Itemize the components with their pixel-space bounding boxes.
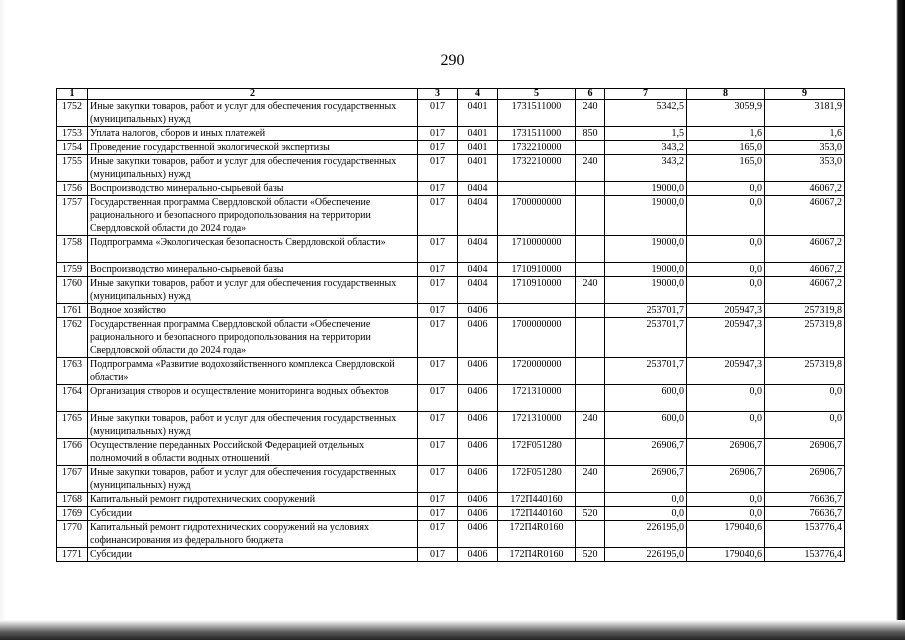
table-row — [57, 493, 845, 507]
table-row — [57, 100, 845, 127]
ministry-code: 017 — [418, 182, 458, 196]
amount-year-1: 0,0 — [605, 507, 687, 521]
row-name: Иные закупки товаров, работ и услуг для обеспечения государственных (муниципальных) нужд — [88, 277, 418, 304]
section-code: 0406 — [458, 521, 498, 548]
amount-year-2: 1,6 — [687, 127, 765, 141]
target-article-code — [498, 182, 576, 196]
amount-year-1: 600,0 — [605, 412, 687, 439]
expense-type-code: 240 — [576, 466, 605, 493]
amount-year-2: 0,0 — [687, 493, 765, 507]
section-code: 0406 — [458, 507, 498, 521]
amount-year-3: 353,0 — [765, 141, 845, 155]
page-number: 290 — [440, 52, 465, 69]
ministry-code: 017 — [418, 358, 458, 385]
table-row — [57, 155, 845, 182]
expense-type-code — [576, 318, 605, 358]
target-article-code: 1732210000 — [498, 155, 576, 182]
row-number: 1754 — [57, 141, 88, 155]
row-name: Государственная программа Свердловской области «Обеспечение рационального и безопасного природопользования на территории Свердловской области до 2024 года» — [88, 196, 418, 236]
row-name: Капитальный ремонт гидротехнических сооружений на условиях софинансирования из федерального бюджета — [88, 521, 418, 548]
section-code: 0404 — [458, 277, 498, 304]
target-article-code: 172П4R0160 — [498, 521, 576, 548]
row-name: Осуществление переданных Российской Федерацией отдельных полномочий в области водных отношений — [88, 439, 418, 466]
amount-year-2: 0,0 — [687, 263, 765, 277]
table-row — [57, 439, 845, 466]
ministry-code: 017 — [418, 304, 458, 318]
table-row — [57, 263, 845, 277]
ministry-code: 017 — [418, 263, 458, 277]
section-code: 0401 — [458, 155, 498, 182]
amount-year-1: 19000,0 — [605, 196, 687, 236]
ministry-code: 017 — [418, 155, 458, 182]
amount-year-3: 257319,8 — [765, 358, 845, 385]
amount-year-2: 3059,9 — [687, 100, 765, 127]
amount-year-1: 226195,0 — [605, 521, 687, 548]
column-header: 3 — [418, 89, 458, 100]
expense-type-code — [576, 196, 605, 236]
row-number: 1755 — [57, 155, 88, 182]
amount-year-2: 205947,3 — [687, 304, 765, 318]
column-header: 2 — [88, 89, 418, 100]
section-code: 0406 — [458, 385, 498, 412]
amount-year-2: 26906,7 — [687, 439, 765, 466]
row-name: Водное хозяйство — [88, 304, 418, 318]
section-code: 0406 — [458, 466, 498, 493]
table-row — [57, 358, 845, 385]
amount-year-3: 0,0 — [765, 385, 845, 412]
target-article-code: 1710000000 — [498, 236, 576, 263]
target-article-code — [498, 304, 576, 318]
table-row — [57, 412, 845, 439]
target-article-code: 172F051280 — [498, 439, 576, 466]
amount-year-3: 0,0 — [765, 412, 845, 439]
table-row — [57, 182, 845, 196]
amount-year-3: 46067,2 — [765, 182, 845, 196]
target-article-code: 1710910000 — [498, 263, 576, 277]
row-name: Воспроизводство минерально-сырьевой базы — [88, 182, 418, 196]
ministry-code: 017 — [418, 412, 458, 439]
amount-year-2: 179040,6 — [687, 521, 765, 548]
row-number: 1769 — [57, 507, 88, 521]
amount-year-3: 46067,2 — [765, 263, 845, 277]
ministry-code: 017 — [418, 385, 458, 412]
expense-type-code: 240 — [576, 100, 605, 127]
ministry-code: 017 — [418, 466, 458, 493]
row-number: 1763 — [57, 358, 88, 385]
amount-year-3: 257319,8 — [765, 318, 845, 358]
amount-year-2: 0,0 — [687, 277, 765, 304]
row-name: Подпрограмма «Развитие водохозяйственного комплекса Свердловской области» — [88, 358, 418, 385]
column-header: 4 — [458, 89, 498, 100]
amount-year-1: 19000,0 — [605, 236, 687, 263]
ministry-code: 017 — [418, 548, 458, 562]
amount-year-2: 205947,3 — [687, 358, 765, 385]
row-number: 1760 — [57, 277, 88, 304]
amount-year-3: 76636,7 — [765, 507, 845, 521]
expense-type-code: 850 — [576, 127, 605, 141]
section-code: 0406 — [458, 304, 498, 318]
row-name: Иные закупки товаров, работ и услуг для обеспечения государственных (муниципальных) нужд — [88, 155, 418, 182]
row-number: 1757 — [57, 196, 88, 236]
ministry-code: 017 — [418, 141, 458, 155]
table-row — [57, 141, 845, 155]
expense-type-code: 520 — [576, 548, 605, 562]
table-row — [57, 127, 845, 141]
row-number: 1762 — [57, 318, 88, 358]
amount-year-1: 253701,7 — [605, 318, 687, 358]
section-code: 0406 — [458, 358, 498, 385]
budget-table — [56, 88, 845, 562]
expense-type-code — [576, 385, 605, 412]
column-header: 9 — [765, 89, 845, 100]
column-header: 1 — [57, 89, 88, 100]
section-code: 0406 — [458, 493, 498, 507]
ministry-code: 017 — [418, 196, 458, 236]
table-row — [57, 304, 845, 318]
expense-type-code — [576, 236, 605, 263]
amount-year-2: 165,0 — [687, 141, 765, 155]
amount-year-1: 343,2 — [605, 141, 687, 155]
target-article-code: 172П4R0160 — [498, 548, 576, 562]
table-row — [57, 318, 845, 358]
row-name: Иные закупки товаров, работ и услуг для обеспечения государственных (муниципальных) нужд — [88, 412, 418, 439]
amount-year-1: 253701,7 — [605, 358, 687, 385]
expense-type-code — [576, 521, 605, 548]
amount-year-1: 19000,0 — [605, 277, 687, 304]
ministry-code: 017 — [418, 127, 458, 141]
column-header: 8 — [687, 89, 765, 100]
row-name: Иные закупки товаров, работ и услуг для обеспечения государственных (муниципальных) нужд — [88, 466, 418, 493]
row-number: 1752 — [57, 100, 88, 127]
amount-year-1: 19000,0 — [605, 182, 687, 196]
amount-year-3: 353,0 — [765, 155, 845, 182]
expense-type-code: 520 — [576, 507, 605, 521]
section-code: 0404 — [458, 196, 498, 236]
amount-year-1: 26906,7 — [605, 466, 687, 493]
column-header: 6 — [576, 89, 605, 100]
amount-year-2: 26906,7 — [687, 466, 765, 493]
amount-year-3: 46067,2 — [765, 196, 845, 236]
amount-year-3: 76636,7 — [765, 493, 845, 507]
table-row — [57, 548, 845, 562]
section-code: 0401 — [458, 141, 498, 155]
amount-year-3: 1,6 — [765, 127, 845, 141]
row-number: 1770 — [57, 521, 88, 548]
amount-year-2: 205947,3 — [687, 318, 765, 358]
table-row — [57, 236, 845, 263]
table-row — [57, 277, 845, 304]
ministry-code: 017 — [418, 439, 458, 466]
amount-year-3: 257319,8 — [765, 304, 845, 318]
row-number: 1765 — [57, 412, 88, 439]
row-number: 1766 — [57, 439, 88, 466]
amount-year-1: 343,2 — [605, 155, 687, 182]
amount-year-2: 0,0 — [687, 182, 765, 196]
row-name: Субсидии — [88, 548, 418, 562]
column-header: 5 — [498, 89, 576, 100]
amount-year-1: 1,5 — [605, 127, 687, 141]
amount-year-1: 226195,0 — [605, 548, 687, 562]
target-article-code: 172П440160 — [498, 507, 576, 521]
amount-year-2: 0,0 — [687, 412, 765, 439]
table-body — [57, 100, 845, 562]
row-name: Капитальный ремонт гидротехнических сооружений — [88, 493, 418, 507]
target-article-code: 1732210000 — [498, 141, 576, 155]
row-name: Государственная программа Свердловской области «Обеспечение рационального и безопасного природопользования на территории Свердловской области до 2024 года» — [88, 318, 418, 358]
target-article-code: 172П440160 — [498, 493, 576, 507]
amount-year-2: 165,0 — [687, 155, 765, 182]
expense-type-code — [576, 439, 605, 466]
row-name: Уплата налогов, сборов и иных платежей — [88, 127, 418, 141]
amount-year-1: 5342,5 — [605, 100, 687, 127]
ministry-code: 017 — [418, 493, 458, 507]
ministry-code: 017 — [418, 277, 458, 304]
table-row — [57, 196, 845, 236]
amount-year-2: 0,0 — [687, 236, 765, 263]
target-article-code: 172F051280 — [498, 466, 576, 493]
ministry-code: 017 — [418, 318, 458, 358]
section-code: 0404 — [458, 236, 498, 263]
ministry-code: 017 — [418, 100, 458, 127]
amount-year-2: 179040,6 — [687, 548, 765, 562]
section-code: 0406 — [458, 318, 498, 358]
amount-year-3: 26906,7 — [765, 439, 845, 466]
amount-year-3: 46067,2 — [765, 277, 845, 304]
amount-year-3: 153776,4 — [765, 548, 845, 562]
expense-type-code — [576, 141, 605, 155]
section-code: 0406 — [458, 548, 498, 562]
target-article-code: 1710910000 — [498, 277, 576, 304]
amount-year-3: 46067,2 — [765, 236, 845, 263]
column-header: 7 — [605, 89, 687, 100]
row-name: Субсидии — [88, 507, 418, 521]
row-name: Подпрограмма «Экологическая безопасность Свердловской области» — [88, 236, 418, 263]
expense-type-code — [576, 304, 605, 318]
target-article-code: 1721310000 — [498, 412, 576, 439]
row-number: 1767 — [57, 466, 88, 493]
amount-year-1: 253701,7 — [605, 304, 687, 318]
section-code: 0406 — [458, 412, 498, 439]
row-name: Организация створов и осуществление мониторинга водных объектов — [88, 385, 418, 412]
table-row — [57, 385, 845, 412]
amount-year-1: 26906,7 — [605, 439, 687, 466]
amount-year-1: 600,0 — [605, 385, 687, 412]
row-number: 1771 — [57, 548, 88, 562]
section-code: 0404 — [458, 182, 498, 196]
table-header-row — [57, 89, 845, 100]
target-article-code: 1731511000 — [498, 127, 576, 141]
target-article-code: 1721310000 — [498, 385, 576, 412]
row-name: Воспроизводство минерально-сырьевой базы — [88, 263, 418, 277]
amount-year-2: 0,0 — [687, 385, 765, 412]
section-code: 0404 — [458, 263, 498, 277]
row-number: 1759 — [57, 263, 88, 277]
table-row — [57, 507, 845, 521]
target-article-code: 1720000000 — [498, 358, 576, 385]
target-article-code: 1731511000 — [498, 100, 576, 127]
row-name: Иные закупки товаров, работ и услуг для обеспечения государственных (муниципальных) нужд — [88, 100, 418, 127]
target-article-code: 1700000000 — [498, 318, 576, 358]
target-article-code: 1700000000 — [498, 196, 576, 236]
scan-bottom-edge — [0, 620, 905, 640]
amount-year-1: 19000,0 — [605, 263, 687, 277]
row-number: 1768 — [57, 493, 88, 507]
expense-type-code — [576, 263, 605, 277]
row-number: 1756 — [57, 182, 88, 196]
expense-type-code — [576, 358, 605, 385]
ministry-code: 017 — [418, 521, 458, 548]
row-number: 1753 — [57, 127, 88, 141]
expense-type-code: 240 — [576, 277, 605, 304]
ministry-code: 017 — [418, 507, 458, 521]
amount-year-3: 3181,9 — [765, 100, 845, 127]
row-number: 1761 — [57, 304, 88, 318]
ministry-code: 017 — [418, 236, 458, 263]
expense-type-code — [576, 182, 605, 196]
expense-type-code: 240 — [576, 155, 605, 182]
section-code: 0401 — [458, 100, 498, 127]
row-number: 1758 — [57, 236, 88, 263]
amount-year-3: 26906,7 — [765, 466, 845, 493]
amount-year-3: 153776,4 — [765, 521, 845, 548]
expense-type-code — [576, 493, 605, 507]
expense-type-code: 240 — [576, 412, 605, 439]
amount-year-1: 0,0 — [605, 493, 687, 507]
amount-year-2: 0,0 — [687, 196, 765, 236]
row-number: 1764 — [57, 385, 88, 412]
row-name: Проведение государственной экологической экспертизы — [88, 141, 418, 155]
section-code: 0406 — [458, 439, 498, 466]
section-code: 0401 — [458, 127, 498, 141]
amount-year-2: 0,0 — [687, 507, 765, 521]
table-row — [57, 466, 845, 493]
table-row — [57, 521, 845, 548]
